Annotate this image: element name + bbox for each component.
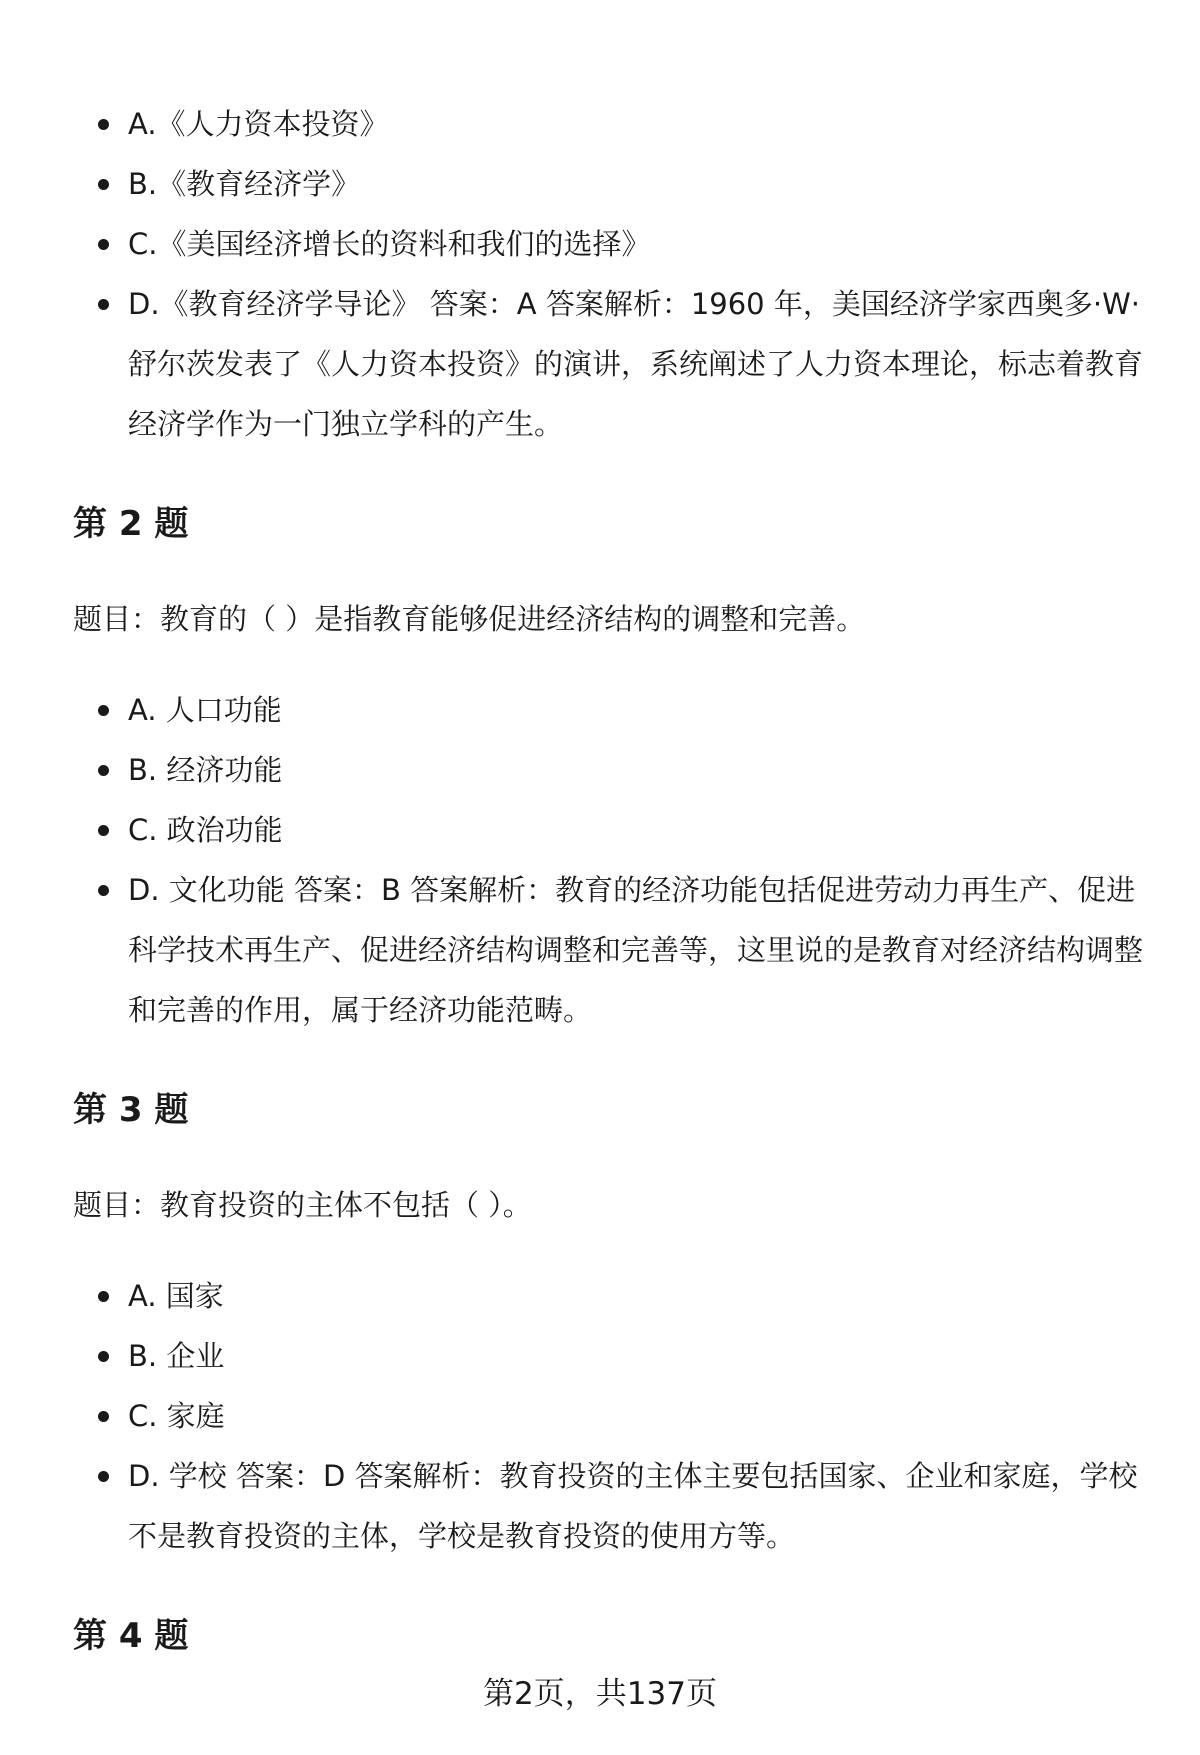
option-d-text: D. 文化功能 答案：B 答案解析：教育的经济功能包括促进劳动力再生产、促进科学技术再生产、促进经济结构调整和完善等，这里说的是教育对经济结构调整和完善的作用，属于经济功能范畴。 (128, 873, 1144, 1027)
bullet-icon (98, 825, 109, 836)
question-2-heading: 第 2 题 (73, 504, 189, 544)
question-2-text: 题目：教育的（ ）是指教育能够促进经济结构的调整和完善。 (73, 602, 866, 636)
bullet-icon (98, 119, 109, 130)
list-item (0, 680, 1200, 740)
bullet-icon (98, 1471, 109, 1482)
list-item (0, 1326, 1200, 1386)
bullet-icon (98, 1291, 109, 1302)
list-item (0, 740, 1200, 800)
option-a-text: A. 人口功能 (128, 693, 282, 727)
option-a-text: A.《人力资本投资》 (128, 107, 389, 141)
option-d-text: D.《教育经济学导论》 答案：A 答案解析：1960 年，美国经济学家西奥多·W·舒尔茨发表了《人力资本投资》的演讲，系统阐述了人力资本理论，标志着教育经济学作为一门独立学科的产生。 (128, 287, 1144, 441)
option-a-text: A. 国家 (128, 1279, 224, 1313)
list-item (0, 1446, 1200, 1566)
list-item (0, 860, 1200, 1040)
question-3-heading: 第 3 题 (73, 1090, 189, 1130)
bullet-icon (98, 885, 109, 896)
list-item (0, 1266, 1200, 1326)
list-item (0, 800, 1200, 860)
list-item (0, 94, 1200, 154)
bullet-icon (98, 705, 109, 716)
list-item (0, 154, 1200, 214)
q2-options-list (0, 680, 1200, 1040)
bullet-icon (98, 765, 109, 776)
bullet-icon (98, 179, 109, 190)
option-b-text: B. 经济功能 (128, 753, 283, 787)
q1-options-list (0, 94, 1200, 454)
bullet-icon (98, 1411, 109, 1422)
option-d-text: D. 学校 答案：D 答案解析：教育投资的主体主要包括国家、企业和家庭，学校不是教育投资的主体，学校是教育投资的使用方等。 (128, 1459, 1138, 1553)
page-indicator: 第2页，共137页 (483, 1676, 717, 1712)
question-4-heading: 第 4 题 (73, 1616, 189, 1656)
list-item (0, 214, 1200, 274)
q3-options-list (0, 1266, 1200, 1566)
list-item (0, 1386, 1200, 1446)
bullet-icon (98, 1351, 109, 1362)
option-c-text: C. 家庭 (128, 1399, 225, 1433)
option-b-text: B. 企业 (128, 1339, 225, 1373)
list-item (0, 274, 1200, 454)
option-c-text: C. 政治功能 (128, 813, 283, 847)
bullet-icon (98, 299, 109, 310)
option-b-text: B.《教育经济学》 (128, 167, 361, 201)
option-c-text: C.《美国经济增长的资料和我们的选择》 (128, 227, 651, 261)
question-3-text: 题目：教育投资的主体不包括（ ）。 (73, 1188, 532, 1222)
bullet-icon (98, 239, 109, 250)
